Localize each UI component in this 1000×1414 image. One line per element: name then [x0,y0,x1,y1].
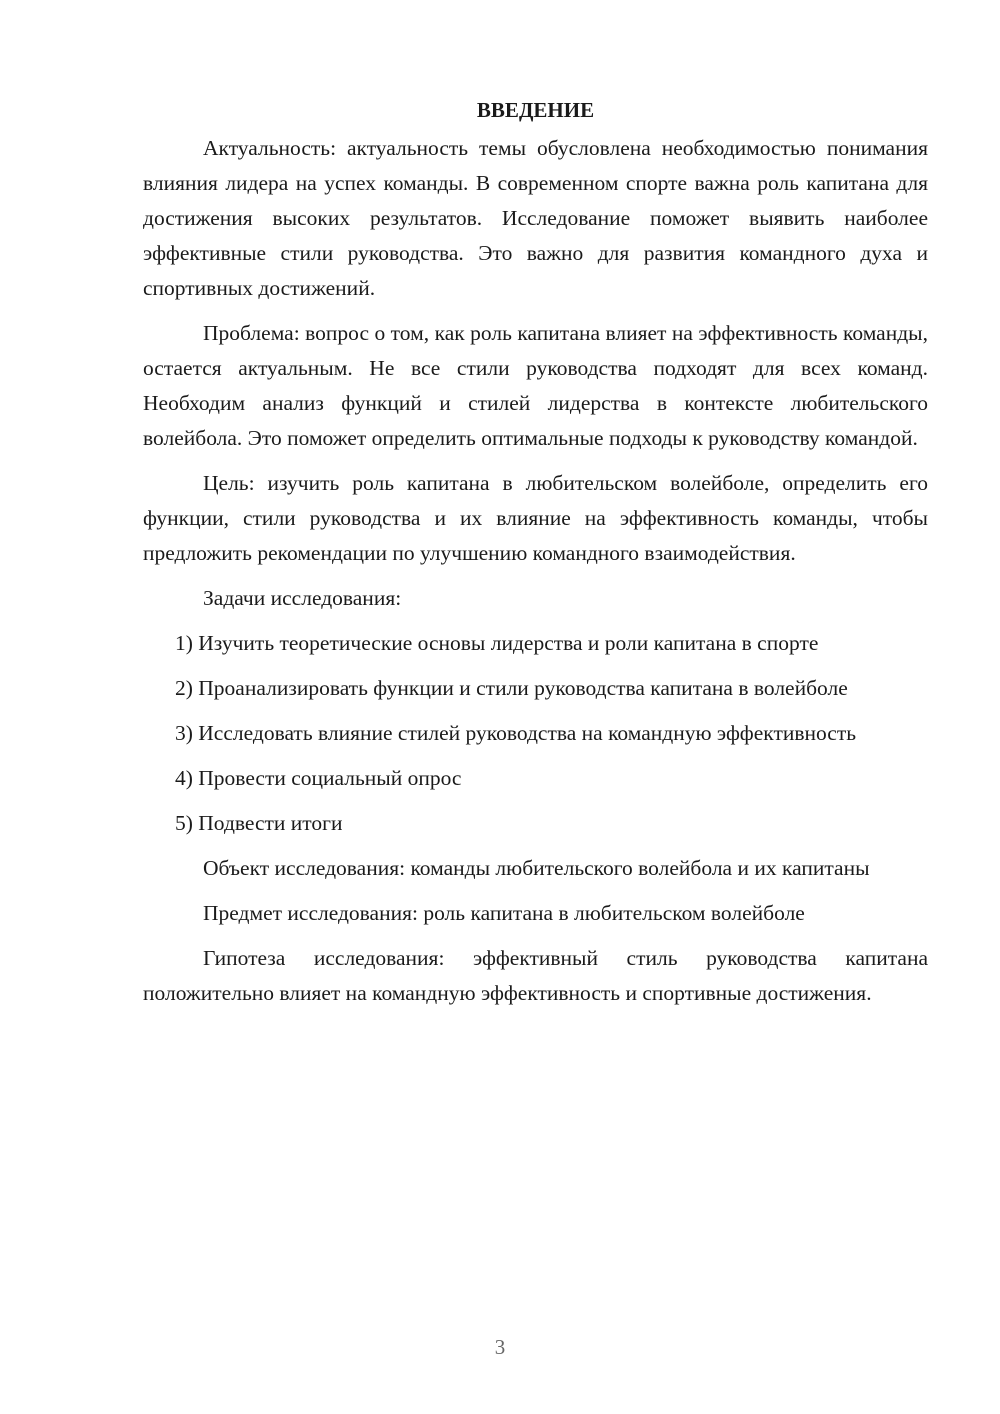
page-number: 3 [494,1335,506,1359]
paragraph-relevance: Актуальность: актуальность темы обусловлена необходимостью понимания влияния лидера на успех команды. В современном спорте важна роль капитана для достижения высоких результатов. Исследование поможет выявить наиболее эффективные стили руководства. Это важно для развития командного духа и спортивных достижений. [143,136,928,300]
tasks-title: Задачи исследования: [203,586,402,610]
task-item-4: 4) Провести социальный опрос [175,766,462,790]
paragraph-subject: Предмет исследования: роль капитана в любительском волейболе [203,901,805,925]
task-item-2: 2) Проанализировать функции и стили руководства капитана в волейболе [175,676,848,700]
section-heading: ВВЕДЕНИЕ [476,98,595,122]
paragraph-problem: Проблема: вопрос о том, как роль капитана влияет на эффективность команды, остается актуальным. Не все стили руководства подходят для всех команд. Необходим анализ функций и стилей лидерства в контексте любительского волейбола. Это поможет определить оптимальные подходы к руководству командой. [143,321,928,450]
document-body [143,93,928,1011]
task-item-5: 5) Подвести итоги [175,811,343,835]
task-item-3: 3) Исследовать влияние стилей руководства на командную эффективность [175,721,857,745]
task-item-1: 1) Изучить теоретические основы лидерства и роли капитана в спорте [175,631,819,655]
paragraph-object: Объект исследования: команды любительского волейбола и их капитаны [203,856,870,880]
paragraph-goal: Цель: изучить роль капитана в любительском волейболе, определить его функции, стили руководства и их влияние на эффективность команды, чтобы предложить рекомендации по улучшению командного взаимодействия. [143,471,928,565]
paragraph-hypothesis: Гипотеза исследования: эффективный стиль руководства капитана положительно влияет на командную эффективность и спортивные достижения. [143,946,928,1005]
